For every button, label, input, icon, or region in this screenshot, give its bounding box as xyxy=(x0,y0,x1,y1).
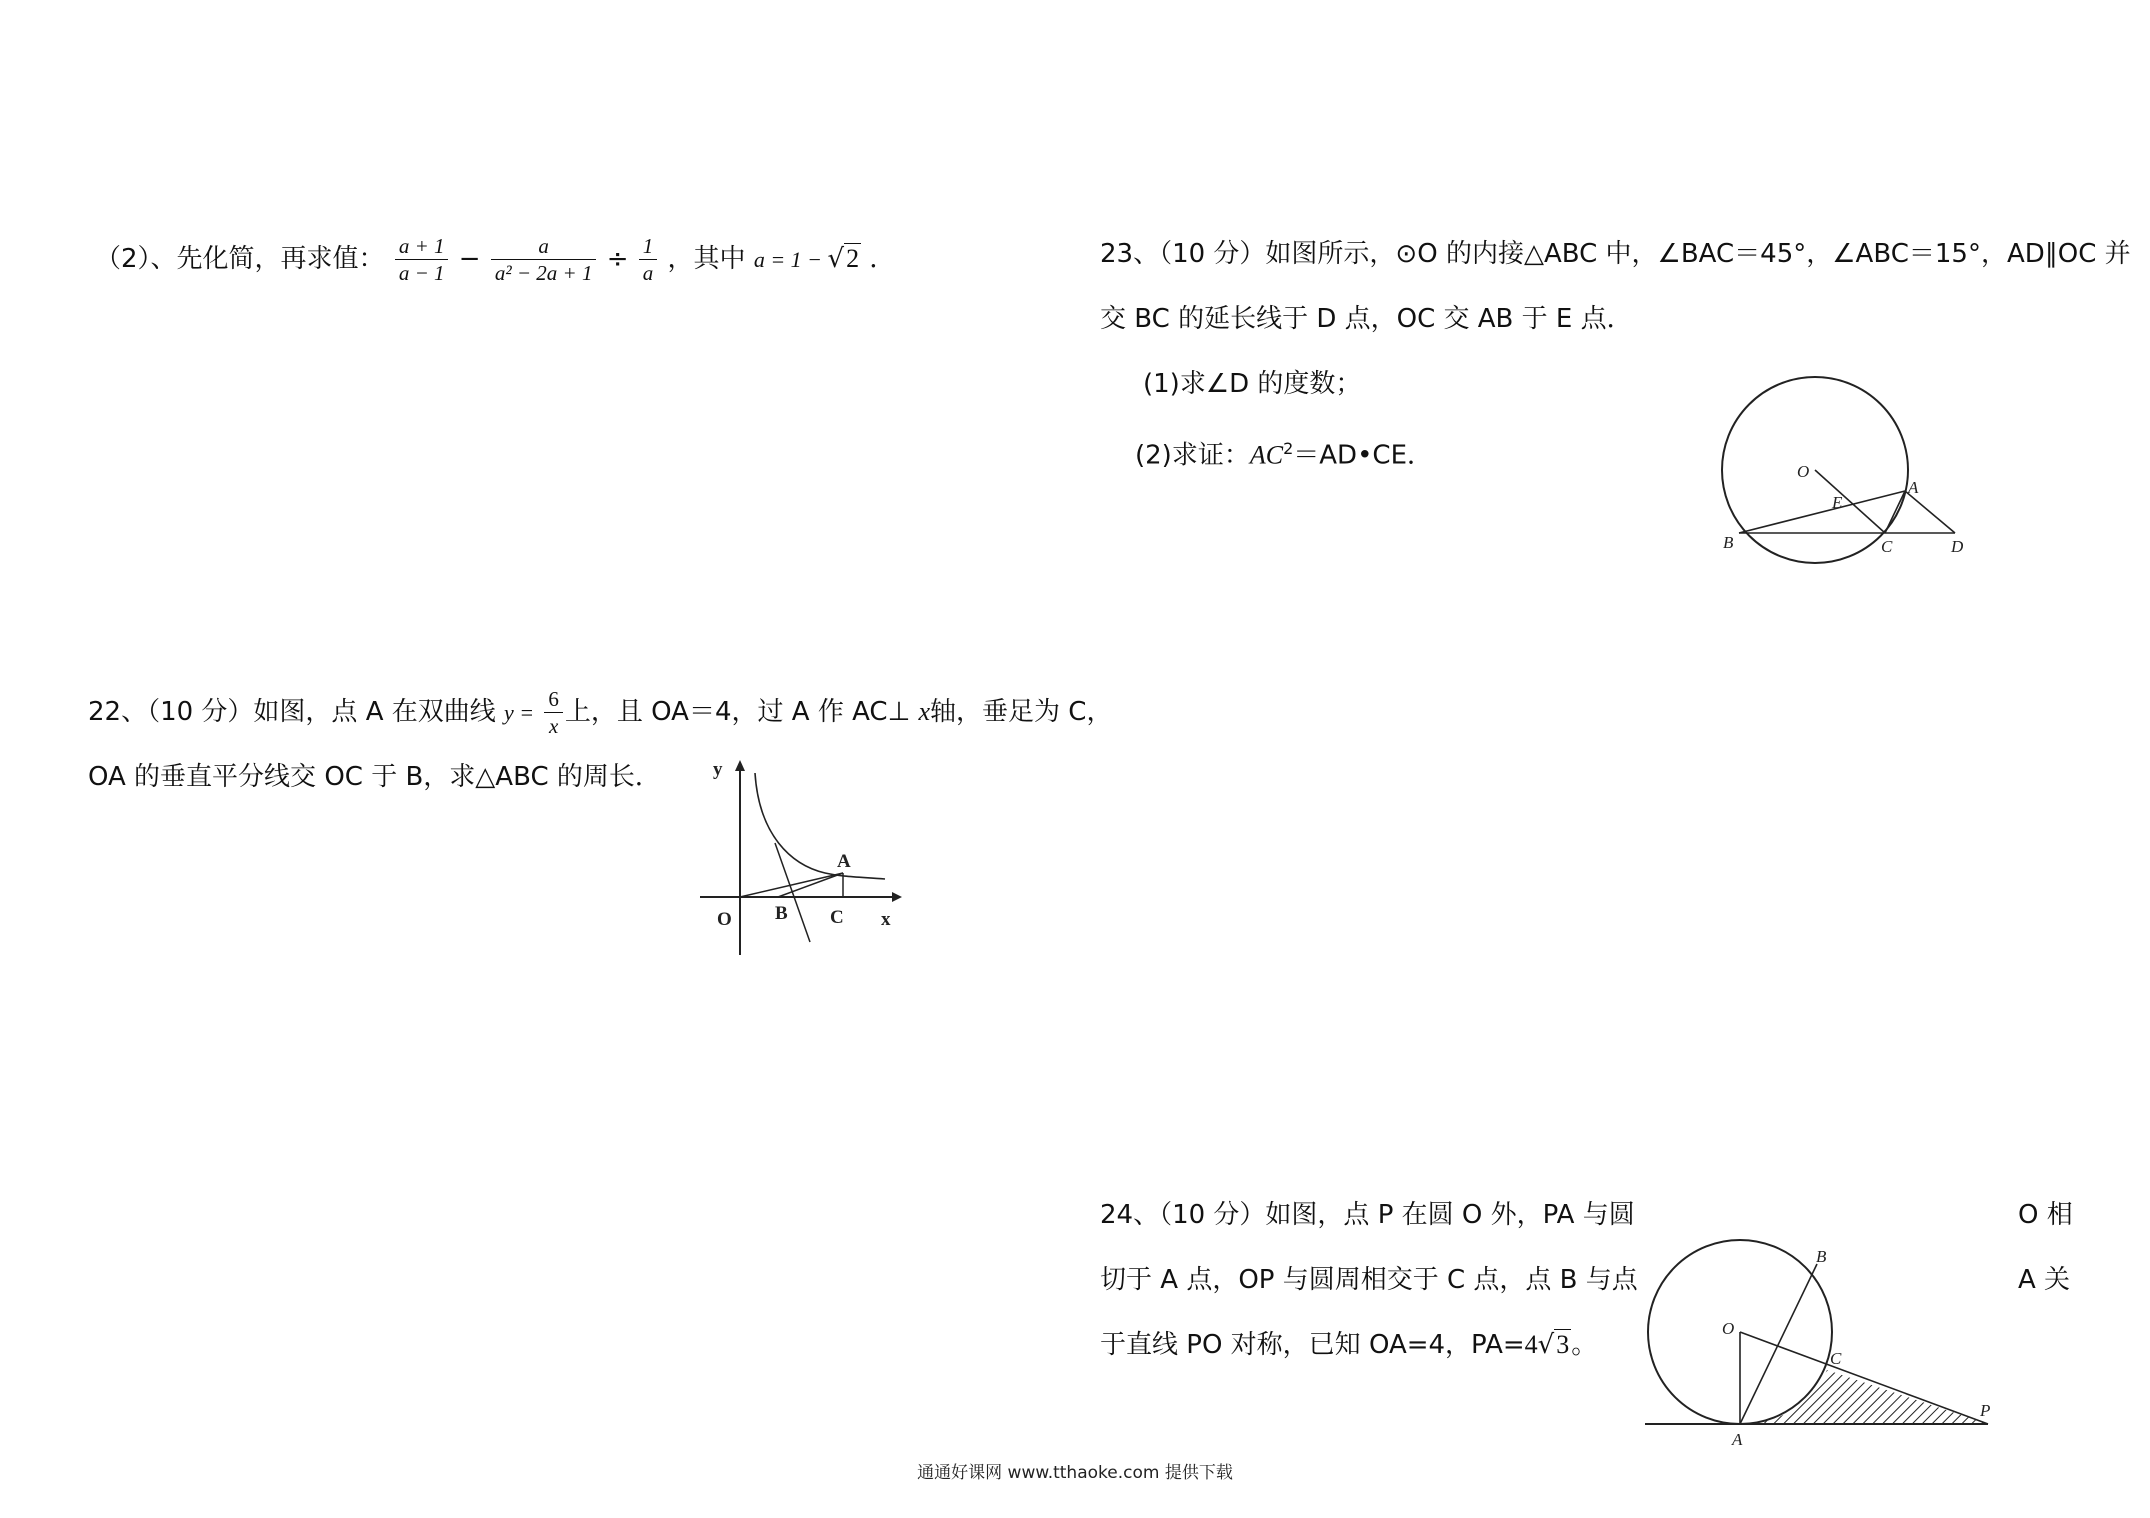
q21-f1-numerator: a + 1 xyxy=(395,233,449,260)
q23-segment-AD xyxy=(1905,491,1955,533)
q21-line xyxy=(95,233,895,286)
q21-fraction-3 xyxy=(639,233,658,286)
q22-figure xyxy=(695,755,935,965)
q22-label-O: O xyxy=(717,909,732,930)
q23-segment-OC xyxy=(1815,470,1885,533)
q24-label-P: P xyxy=(1980,1401,1991,1420)
q22-label-A: A xyxy=(837,851,851,872)
q22-segment-OA xyxy=(740,873,843,897)
q22-label-y: y xyxy=(713,759,723,780)
q21-f3-numerator: 1 xyxy=(639,233,658,260)
q22-y-equals: y = xyxy=(504,700,535,725)
q24-line-2-b: A 关 xyxy=(2018,1265,2071,1295)
q22-fraction xyxy=(544,686,563,739)
q24-line-3-end: 。 xyxy=(1571,1330,1598,1360)
q22-line-2: OA 的垂直平分线交 OC 于 B，求△ABC 的周长． xyxy=(88,762,661,792)
q23-label-C: C xyxy=(1881,537,1893,556)
q21-f2-denominator: a² − 2a + 1 xyxy=(494,261,593,285)
q22-x-var: x xyxy=(918,697,931,726)
q21-f1-denominator: a − 1 xyxy=(398,261,445,285)
q22-y-arrow-icon xyxy=(735,760,745,771)
q23-label-A: A xyxy=(1908,478,1919,497)
q21-fraction-2 xyxy=(491,233,597,286)
q24-label-O: O xyxy=(1722,1319,1735,1338)
q24-coef: 4 xyxy=(1524,1330,1538,1359)
q23-label-D: D xyxy=(1951,537,1964,556)
q23-line-2: 交 BC 的延长线于 D 点，OC 交 AB 于 E 点． xyxy=(1100,304,1633,334)
q21-f2-numerator: a xyxy=(491,233,597,260)
q24-radicand: 3 xyxy=(1556,1330,1570,1359)
q21-radicand: 2 xyxy=(846,244,860,273)
q22-text-c: 轴，垂足为 C， xyxy=(930,697,1113,727)
q24-figure xyxy=(1640,1240,2020,1455)
q22-segment-AB xyxy=(778,873,843,897)
q22-frac-numerator: 6 xyxy=(544,686,563,713)
q24-radical: √ xyxy=(1537,1330,1555,1360)
q23-label-B: B xyxy=(1723,533,1734,552)
q23-part-2-b: ＝AD•CE． xyxy=(1293,440,1433,471)
q22-label-C: C xyxy=(830,907,844,928)
q22-frac-denominator: x xyxy=(548,714,559,738)
q22-text-a: 22、（10 分）如图，点 A 在双曲线 xyxy=(88,697,496,727)
q23-figure xyxy=(1715,370,1975,580)
q22-text-b: 上，且 OA＝4，过 A 作 AC⊥ xyxy=(564,697,911,727)
q24-line-3-a: 于直线 PO 对称，已知 OA=4，PA= xyxy=(1100,1330,1525,1360)
q21-fraction-1 xyxy=(395,233,449,286)
q23-part-1: (1)求∠D 的度数； xyxy=(1143,369,1362,399)
q23-segment-AC xyxy=(1885,491,1905,533)
footer-source: 通通好课网 www.tthaoke.com 提供下载 xyxy=(917,1463,1233,1483)
q23-part-2-sup: 2 xyxy=(1283,439,1294,458)
q22-label-x: x xyxy=(881,909,891,930)
q21-prefix: （2）、先化简，再求值： xyxy=(95,244,385,274)
q21-f3-denominator: a xyxy=(642,261,654,285)
q23-part-2 xyxy=(1135,434,1433,471)
q21-end: ． xyxy=(869,244,896,274)
q21-minus: − xyxy=(458,244,481,274)
q23-part-2-a: (2)求证： xyxy=(1135,440,1250,471)
q24-label-C: C xyxy=(1830,1349,1842,1368)
q24-line-1-a: 24、（10 分）如图，点 P 在圆 O 外，PA 与圆 xyxy=(1100,1200,1635,1230)
q23-label-O: O xyxy=(1797,462,1810,481)
q23-segment-BA xyxy=(1739,491,1905,533)
q22-label-B: B xyxy=(775,903,788,924)
q21-divide: ÷ xyxy=(606,244,629,274)
q23-part-2-var: AC xyxy=(1249,440,1284,470)
q21-radical: √ xyxy=(827,244,845,274)
q21-condition: a = 1 − xyxy=(753,247,828,272)
q22-hyperbola xyxy=(755,773,885,879)
q24-line-3 xyxy=(1100,1330,1597,1360)
q24-label-A: A xyxy=(1732,1430,1743,1449)
q21-mid: ，其中 xyxy=(667,244,746,274)
q23-line-1: 23、（10 分）如图所示，⊙O 的内接△ABC 中，∠BAC＝45°，∠ABC＝15°，AD∥OC 并 xyxy=(1100,239,2131,269)
q22-x-arrow-icon xyxy=(892,892,902,902)
q24-line-1-b: O 相 xyxy=(2018,1200,2073,1230)
q24-line-2-a: 切于 A 点，OP 与圆周相交于 C 点，点 B 与点 xyxy=(1100,1265,1638,1295)
q22-line-1 xyxy=(88,686,1112,739)
q24-label-B: B xyxy=(1816,1247,1827,1266)
q23-label-E: E xyxy=(1832,493,1843,512)
